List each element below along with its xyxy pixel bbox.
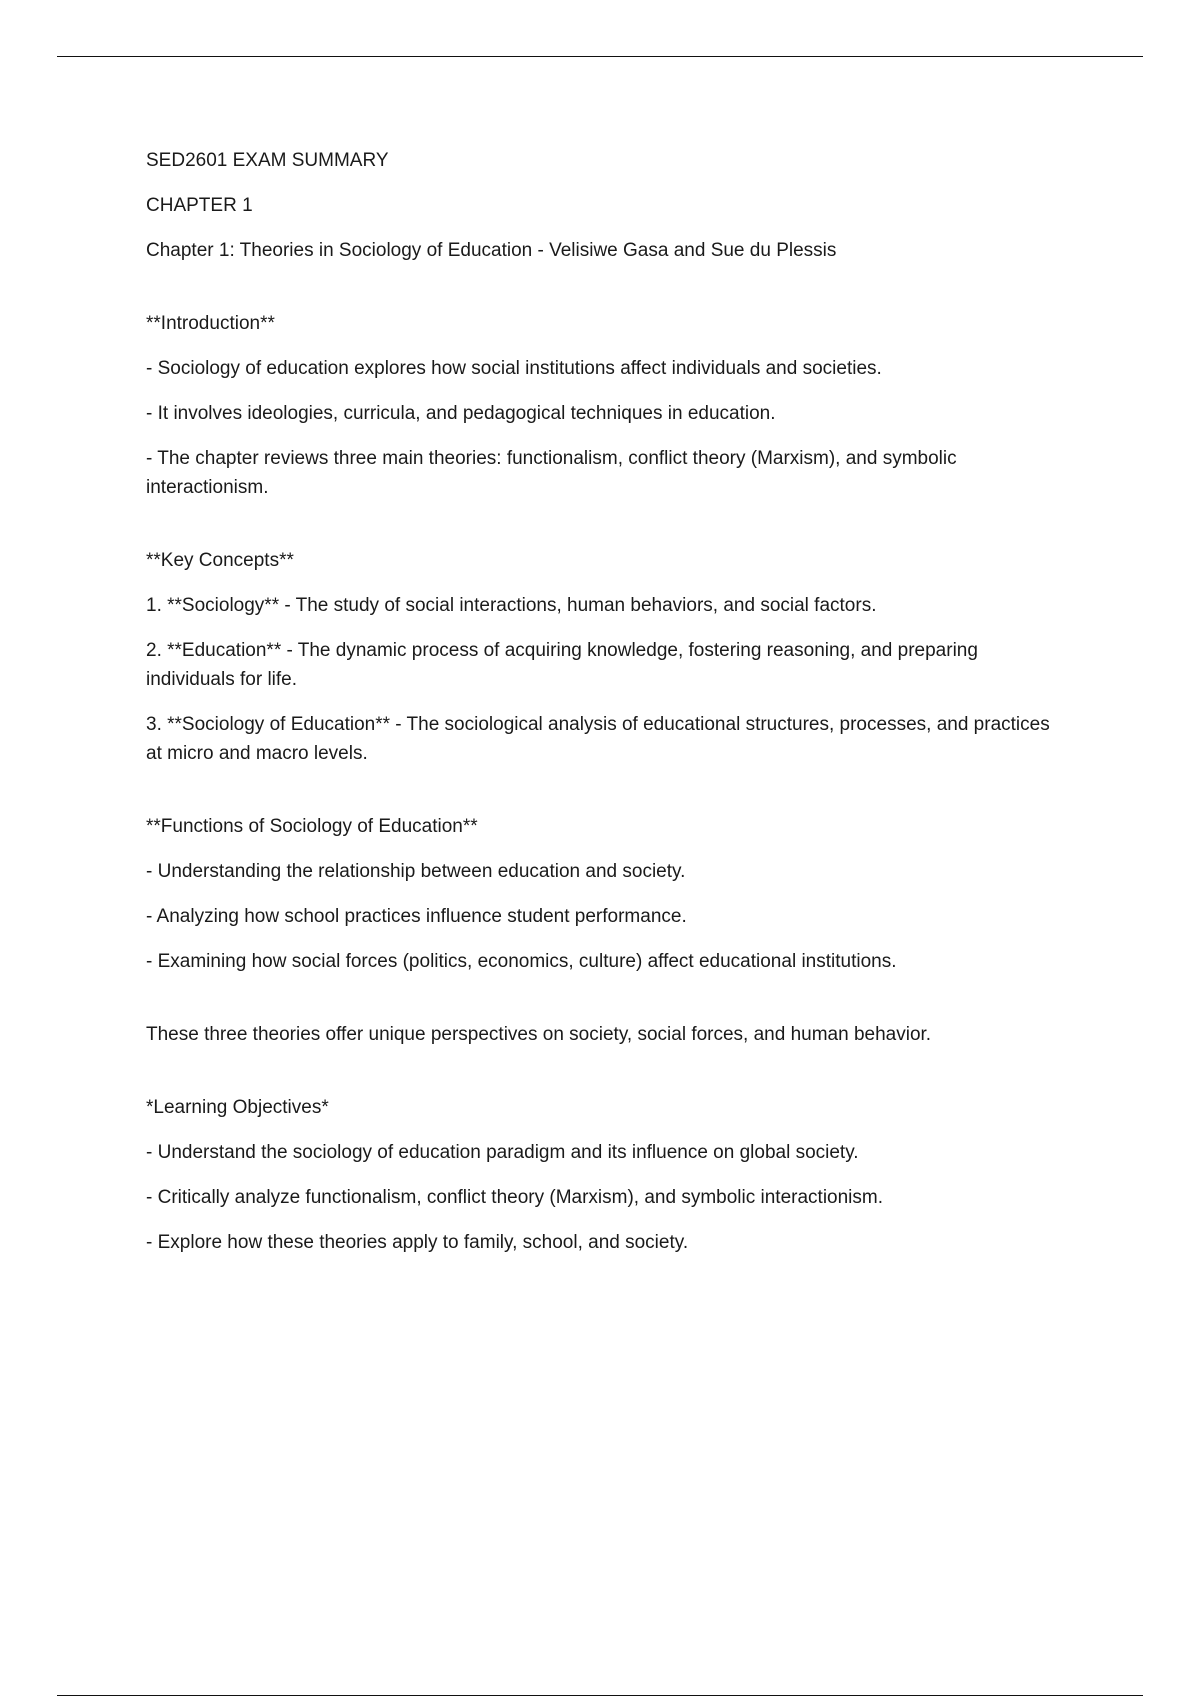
- document-body: [146, 146, 1066, 1273]
- learning-objective-item: - Critically analyze functionalism, conflict theory (Marxism), and symbolic interactionism.: [146, 1187, 884, 1208]
- functions-item: - Examining how social forces (politics, economics, culture) affect educational institutions.: [146, 951, 897, 972]
- header-rule: [57, 56, 1143, 57]
- document-title: SED2601 EXAM SUMMARY: [146, 150, 389, 171]
- key-concept-item: 3. **Sociology of Education** - The sociological analysis of educational structures, processes, and practices at micro and macro levels.: [146, 714, 1050, 764]
- summary-statement: These three theories offer unique perspectives on society, social forces, and human behavior.: [146, 1024, 932, 1045]
- learning-objective-item: - Explore how these theories apply to family, school, and society.: [146, 1232, 689, 1253]
- learning-objectives-heading: *Learning Objectives*: [146, 1097, 329, 1118]
- functions-item: - Understanding the relationship between education and society.: [146, 861, 686, 882]
- introduction-item: - It involves ideologies, curricula, and pedagogical techniques in education.: [146, 403, 776, 424]
- chapter-label: CHAPTER 1: [146, 195, 253, 216]
- key-concepts-heading: **Key Concepts**: [146, 550, 294, 571]
- key-concept-item: 2. **Education** - The dynamic process of acquiring knowledge, fostering reasoning, and preparing individuals for life.: [146, 640, 978, 690]
- functions-item: - Analyzing how school practices influence student performance.: [146, 906, 687, 927]
- introduction-item: - The chapter reviews three main theories: functionalism, conflict theory (Marxism), and symbolic interactionism.: [146, 448, 957, 498]
- key-concept-item: 1. **Sociology** - The study of social interactions, human behaviors, and social factors.: [146, 595, 877, 616]
- learning-objective-item: - Understand the sociology of education paradigm and its influence on global society.: [146, 1142, 859, 1163]
- introduction-heading: **Introduction**: [146, 313, 275, 334]
- footer-rule: [57, 1695, 1143, 1696]
- introduction-item: - Sociology of education explores how social institutions affect individuals and societies.: [146, 358, 882, 379]
- chapter-title: Chapter 1: Theories in Sociology of Education - Velisiwe Gasa and Sue du Plessis: [146, 240, 837, 261]
- functions-heading: **Functions of Sociology of Education**: [146, 816, 478, 837]
